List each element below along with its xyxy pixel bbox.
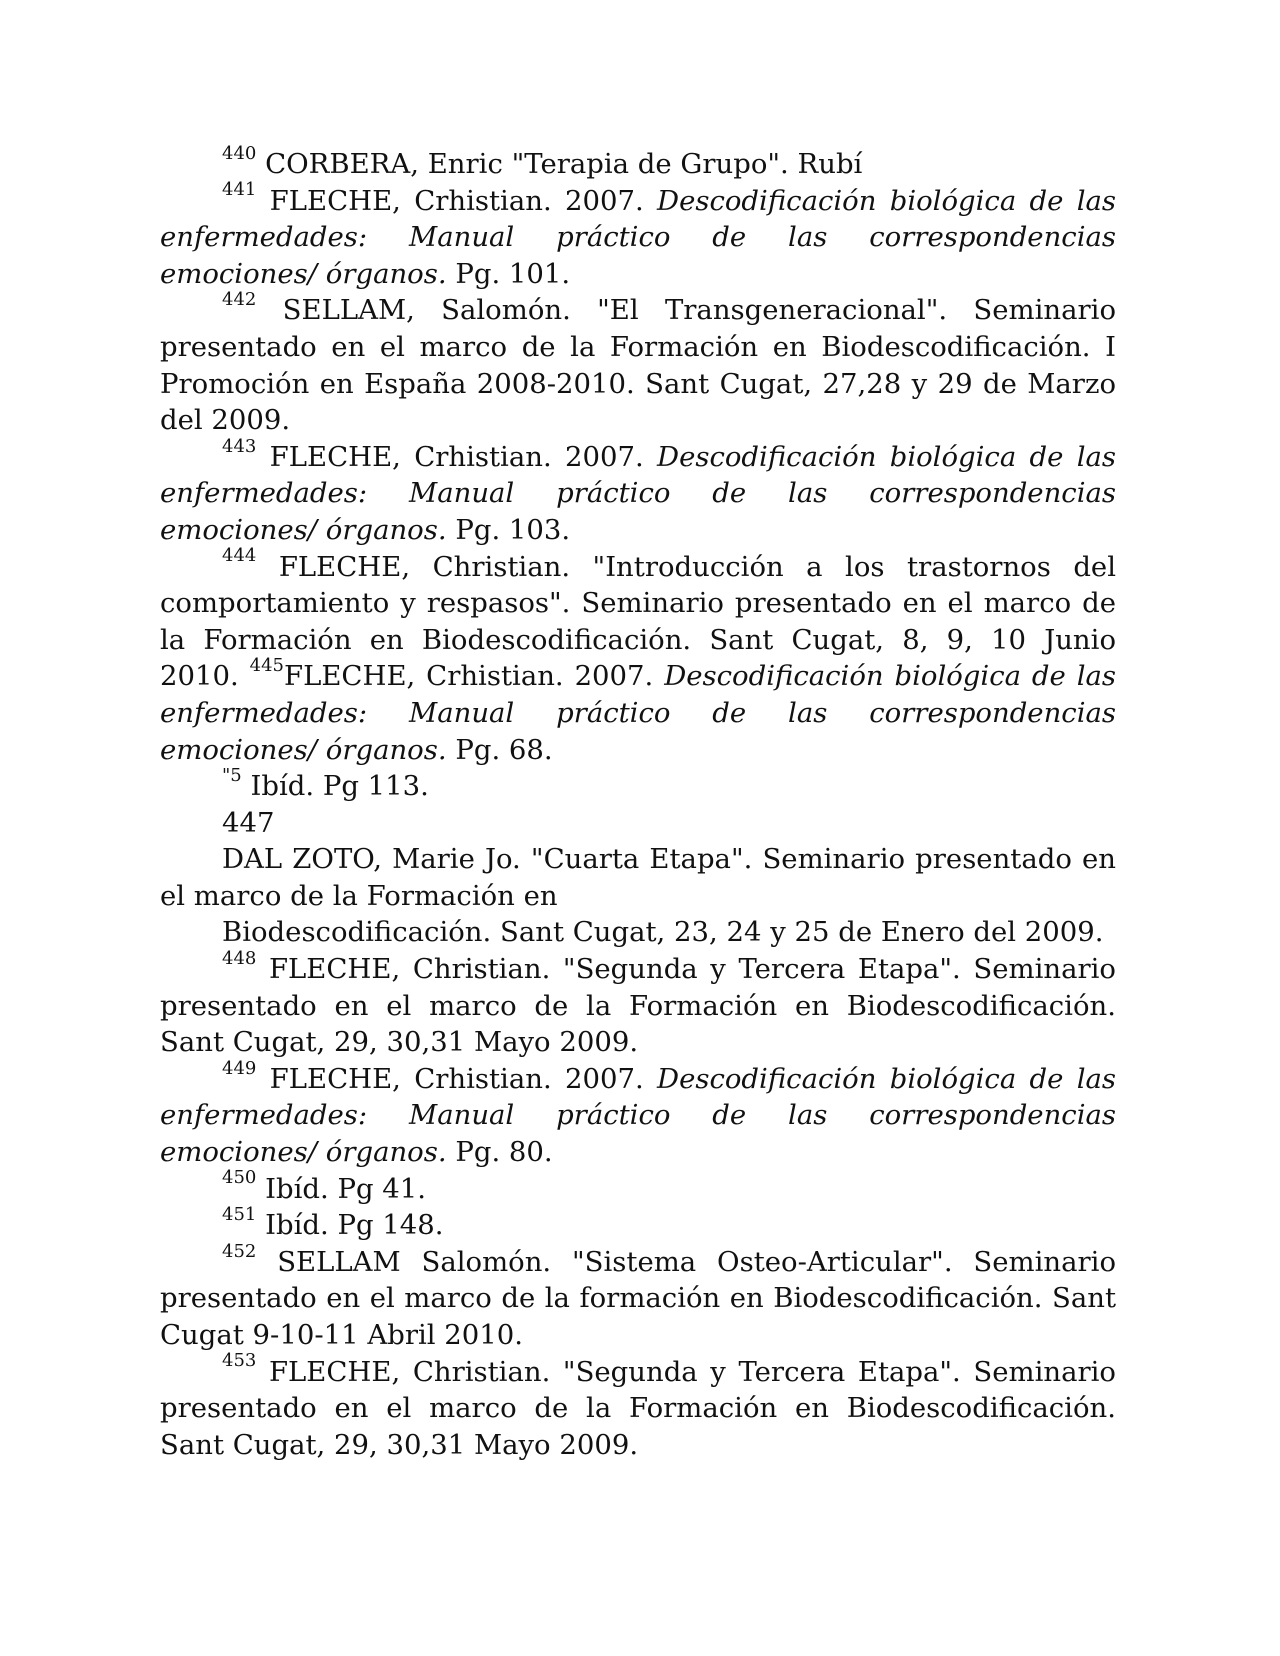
footnote-text: Ibíd. Pg 113. bbox=[241, 770, 429, 803]
footnote-441 bbox=[160, 179, 1116, 293]
footnote-number: 450 bbox=[222, 1167, 257, 1189]
footnote-451 bbox=[160, 1204, 1116, 1244]
footnote-446 bbox=[160, 764, 1116, 805]
footnote-text: FLECHE, Christian. "Segunda y Tercera Etapa". Seminario presentado en el marco de la Formación en Biodescodificación. Sant Cugat, 29, 30,31 Mayo 2009. bbox=[160, 953, 1116, 1059]
footnote-text: Biodescodificación. Sant Cugat, 23, 24 y 25 de Enero del 2009. bbox=[222, 916, 1104, 949]
footnote-number: 447 bbox=[222, 806, 275, 839]
footnote-page-ref: Pg. 103. bbox=[446, 513, 571, 546]
footnote-444-445 bbox=[160, 545, 1116, 769]
footnote-447-continuation bbox=[160, 914, 1116, 951]
footnote-text: SELLAM Salomón. "Sistema Osteo-Articular". Seminario presentado en el marco de la formación en Biodescodificación. Sant Cugat 9-10-11 Abril 2010. bbox=[160, 1245, 1116, 1351]
footnote-number: 443 bbox=[222, 435, 257, 457]
footnote-450 bbox=[160, 1167, 1116, 1208]
footnote-book-title: Descodificación biológica de las enfermedades: Manual práctico de las correspondencias emociones/ órganos. bbox=[160, 184, 1116, 290]
footnote-number: 448 bbox=[222, 947, 257, 969]
footnote-440 bbox=[160, 142, 1116, 183]
footnote-448 bbox=[160, 947, 1116, 1061]
footnote-text: FLECHE, Christian. "Introducción a los trastornos del comportamiento y respasos". Seminario presentado en el marco de la Formación en Biodescodificación. Sant Cugat, 8, 9, 10 Junio 2010. bbox=[160, 550, 1116, 693]
footnote-text: CORBERA, Enric "Terapia de Grupo". Rubí bbox=[256, 148, 863, 180]
footnote-number: 445 bbox=[249, 655, 284, 677]
footnote-number: "5 bbox=[222, 764, 242, 786]
footnote-number: 453 bbox=[222, 1350, 257, 1372]
footnote-447 bbox=[160, 841, 1116, 914]
footnote-text: FLECHE, Christian. "Segunda y Tercera Etapa". Seminario presentado en el marco de la Formación en Biodescodificación. Sant Cugat, 29, 30,31 Mayo 2009. bbox=[160, 1355, 1116, 1461]
footnote-number: 441 bbox=[222, 179, 257, 201]
footnote-text: FLECHE, Crhistian. 2007. bbox=[284, 660, 665, 693]
footnote-452 bbox=[160, 1240, 1116, 1354]
footnote-number: 444 bbox=[222, 545, 257, 567]
footnote-book-title: Descodificación biológica de las enfermedades: Manual práctico de las correspondencias emociones/ órganos. bbox=[160, 440, 1116, 546]
footnote-text: FLECHE, Crhistian. 2007. bbox=[256, 184, 658, 217]
footnote-number: 442 bbox=[222, 289, 257, 311]
footnote-book-title: Descodificación biológica de las enfermedades: Manual práctico de las correspondencias emociones/ órganos. bbox=[160, 660, 1116, 766]
footnote-number: 452 bbox=[222, 1240, 257, 1262]
footnote-443 bbox=[160, 435, 1116, 549]
footnote-text: Ibíd. Pg 148. bbox=[256, 1209, 444, 1242]
footnote-447-number bbox=[160, 805, 1116, 842]
footnote-page-ref: Pg. 80. bbox=[446, 1136, 553, 1169]
footnote-number: 449 bbox=[222, 1057, 257, 1079]
footnote-text: FLECHE, Crhistian. 2007. bbox=[256, 440, 658, 473]
footnote-text: FLECHE, Crhistian. 2007. bbox=[256, 1062, 658, 1095]
footnote-text: Ibíd. Pg 41. bbox=[256, 1172, 427, 1205]
footnote-text: DAL ZOTO, Marie Jo. "Cuarta Etapa". Seminario presentado en el marco de la Formación en bbox=[160, 843, 1116, 912]
footnote-book-title: Descodificación biológica de las enfermedades: Manual práctico de las correspondencias emociones/ órganos. bbox=[160, 1062, 1116, 1169]
footnote-page-ref: Pg. 68. bbox=[446, 733, 553, 766]
footnote-449 bbox=[160, 1057, 1116, 1171]
footnote-442 bbox=[160, 289, 1116, 438]
footnote-453 bbox=[160, 1350, 1116, 1464]
footnote-number: 440 bbox=[222, 142, 257, 164]
footnote-text: SELLAM, Salomón. "El Transgeneracional". Seminario presentado en el marco de la Formación en Biodescodificación. I Promoción en España 2008-2010. Sant Cugat, 27,28 y 29 de Marzo del 2009. bbox=[160, 294, 1116, 437]
footnotes-page bbox=[160, 142, 1116, 1463]
footnote-number: 451 bbox=[222, 1204, 257, 1226]
footnote-page-ref: Pg. 101. bbox=[446, 257, 571, 290]
